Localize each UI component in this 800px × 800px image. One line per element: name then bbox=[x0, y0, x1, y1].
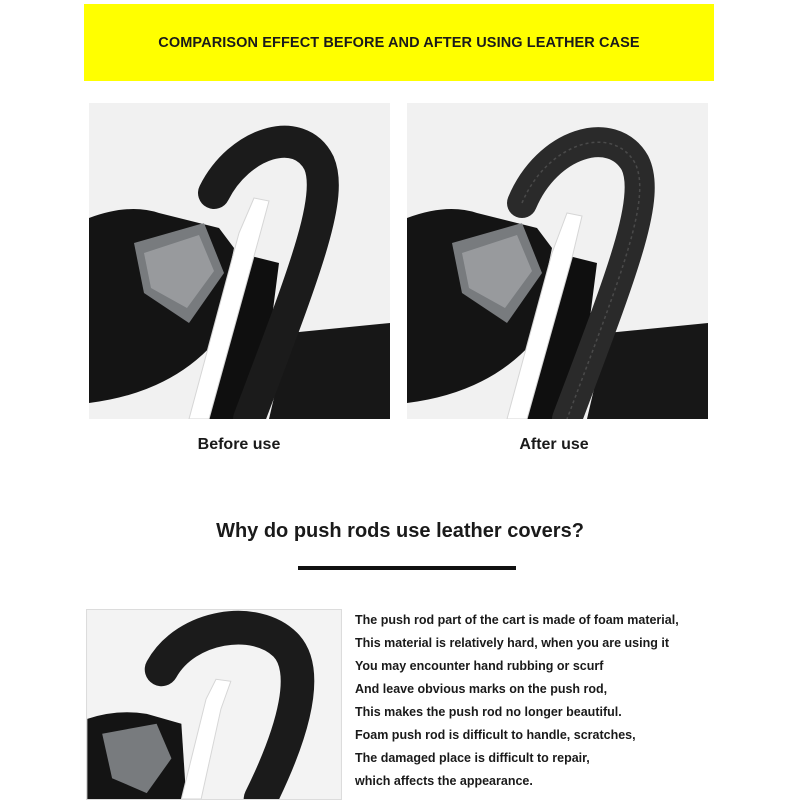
section-divider bbox=[298, 566, 516, 570]
description-line: This makes the push rod no longer beautiful. bbox=[355, 705, 622, 719]
foam-handle-photo bbox=[86, 609, 342, 800]
banner-title: COMPARISON EFFECT BEFORE AND AFTER USING LEATHER CASE bbox=[158, 34, 640, 51]
description-text bbox=[355, 609, 795, 793]
description-line: This material is relatively hard, when you are using it bbox=[355, 636, 669, 650]
after-label: After use bbox=[519, 436, 589, 453]
foam-handle-image bbox=[87, 610, 341, 799]
before-label: Before use bbox=[197, 436, 281, 453]
banner bbox=[84, 4, 714, 81]
description-line: which affects the appearance. bbox=[355, 774, 533, 788]
after-stroller-image bbox=[407, 103, 708, 419]
before-stroller-image bbox=[89, 103, 390, 419]
description-line: And leave obvious marks on the push rod, bbox=[355, 682, 608, 696]
description-line: The push rod part of the cart is made of foam material, bbox=[355, 613, 679, 627]
description-line: You may encounter hand rubbing or scurf bbox=[355, 659, 604, 673]
before-photo bbox=[89, 103, 390, 419]
description-line: Foam push rod is difficult to handle, scratches, bbox=[355, 728, 636, 742]
section-question: Why do push rods use leather covers? bbox=[216, 520, 584, 542]
after-photo bbox=[407, 103, 708, 419]
description-line: The damaged place is difficult to repair, bbox=[355, 751, 590, 765]
